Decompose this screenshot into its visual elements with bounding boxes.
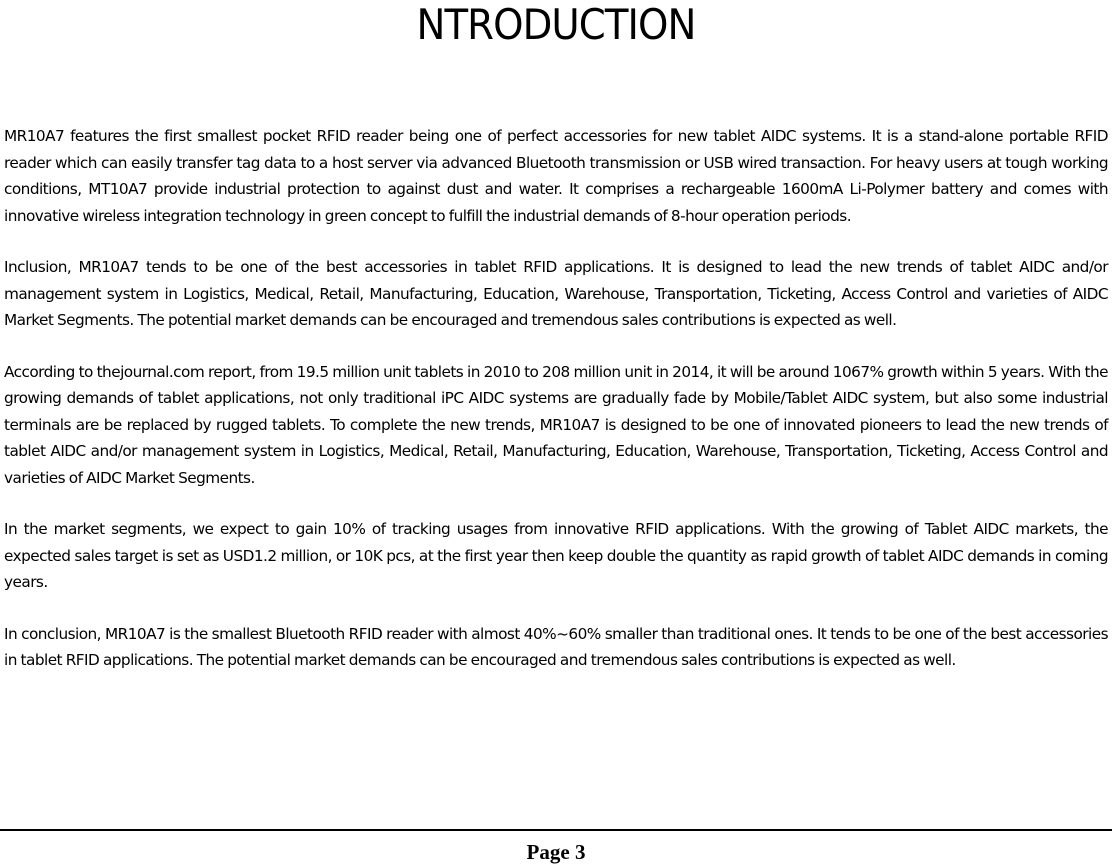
document-body (4, 123, 1108, 699)
page-title: NTRODUCTION (416, 0, 696, 49)
paragraph-market-report: According to thejournal.com report, from 19.5 million unit tablets in 2010 to 208 million unit in 2014, it will be around 1067% growth within 5 years. With the growing demands of tablet applications, not only traditional iPC AIDC systems are gradually fade by Mobile/Tablet AIDC system, but also some industrial terminals are be replaced by rugged tablets. To complete the new trends, MR10A7 is designed to be one of innovated pioneers to lead the new trends of tablet AIDC and/or management system in Logistics, Medical, Retail, Manufacturing, Education, Warehouse, Transportation, Ticketing, Access Control and varieties of AIDC Market Segments. (4, 362, 1108, 487)
paragraph-inclusion: Inclusion, MR10A7 tends to be one of the best accessories in tablet RFID applications. It is designed to lead the new trends of tablet AIDC and/or management system in Logistics, Medical, Retail, Manufacturing, Education, Warehouse, Transportation, Ticketing, Access Control and varieties of AIDC Market Segments. The potential market demands can be encouraged and tremendous sales contributions is expected as well. (4, 258, 1108, 329)
paragraph-features: MR10A7 features the first smallest pocket RFID reader being one of perfect accessories for new tablet AIDC systems. It is a stand-alone portable RFID reader which can easily transfer tag data to a host server via advanced Bluetooth transmission or USB wired transaction. For heavy users at tough working conditions, MT10A7 provide industrial protection to against dust and water. It comprises a rechargeable 1600mA Li-Polymer battery and comes with innovative wireless integration technology in green concept to fulfill the industrial demands of 8-hour operation periods. (4, 127, 1108, 225)
paragraph-conclusion: In conclusion, MR10A7 is the smallest Bluetooth RFID reader with almost 40%~60% smaller than traditional ones. It tends to be one of the best accessories in tablet RFID applications. The potential market demands can be encouraged and tremendous sales contributions is expected as well. (4, 624, 1108, 669)
footer-divider (0, 829, 1112, 831)
page-number: Page 3 (526, 840, 586, 864)
paragraph-market-segments: In the market segments, we expect to gain 10% of tracking usages from innovative RFID applications. With the growing of Tablet AIDC markets, the expected sales target is set as USD1.2 million, or 10K pcs, at the first year then keep double the quantity as rapid growth of tablet AIDC demands in coming years. (4, 520, 1108, 591)
